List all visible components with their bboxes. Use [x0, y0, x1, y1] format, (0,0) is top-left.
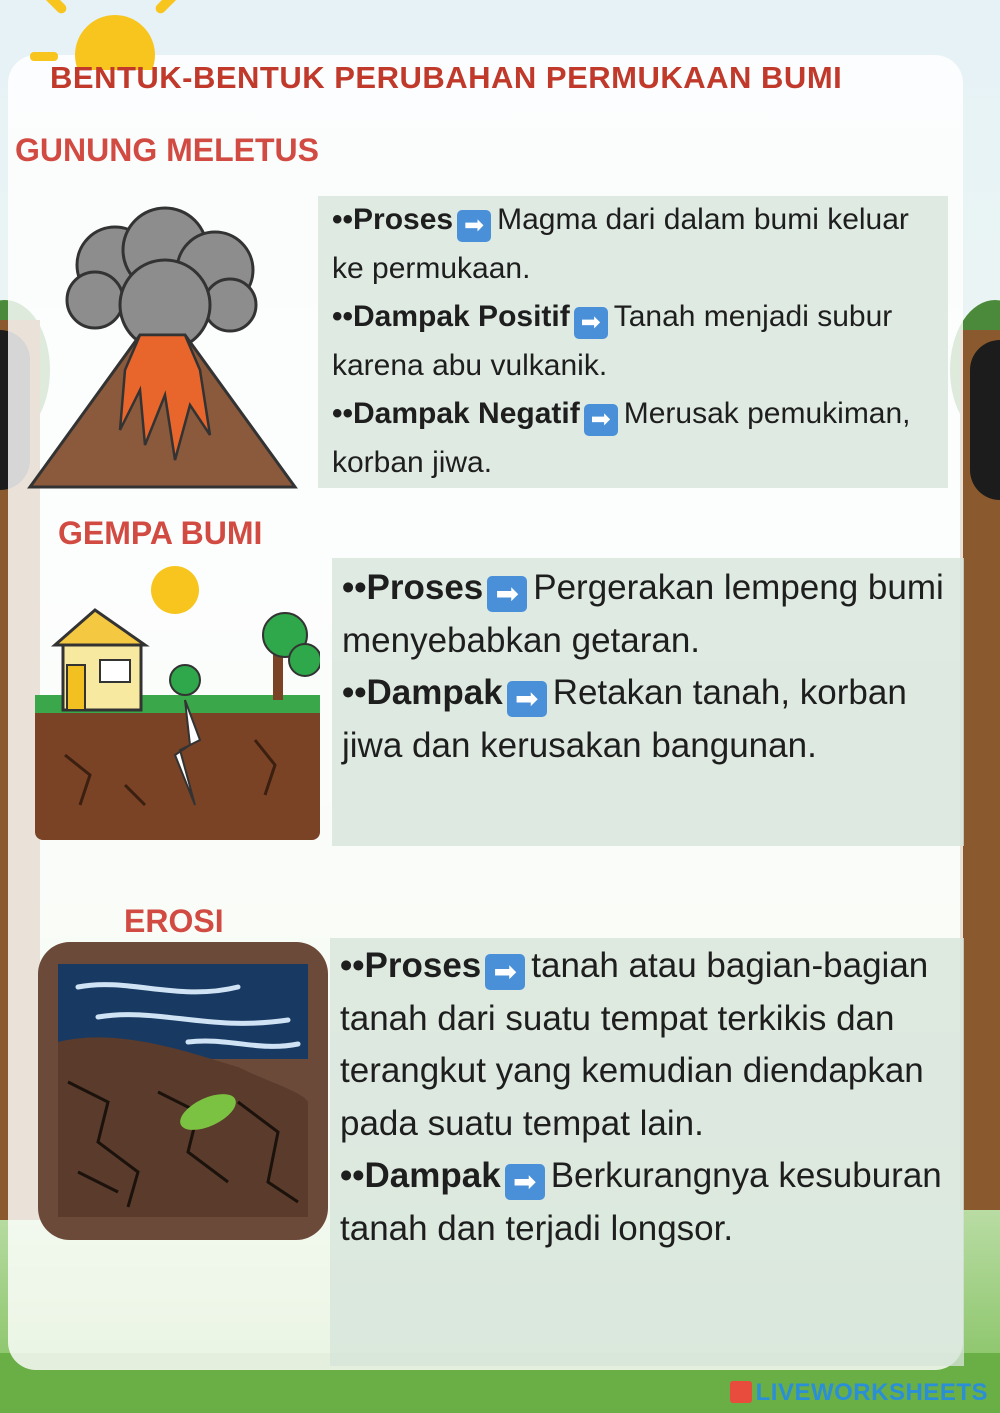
list-item: [332, 293, 938, 390]
item-text: Merusak pemukiman, korban jiwa.: [332, 397, 911, 479]
list-item: [340, 1150, 954, 1255]
volcano-icon: [25, 205, 300, 490]
logo-text: LIVEWORKSHEETS: [755, 1379, 988, 1406]
item-label: ••Dampak: [342, 673, 503, 712]
list-item: [342, 562, 954, 667]
arrow-right-icon: ➡: [505, 1164, 545, 1200]
gempa-bumi-textbox: [332, 558, 964, 846]
page-title: BENTUK-BENTUK PERUBAHAN PERMUKAAN BUMI: [50, 60, 843, 95]
tree-shadow-right: [970, 340, 1000, 500]
heading-gunung-meletus: GUNUNG MELETUS: [15, 132, 319, 168]
list-item: [332, 196, 938, 293]
arrow-right-icon: ➡: [485, 954, 525, 990]
item-text: Tanah menjadi subur karena abu vulkanik.: [332, 300, 893, 382]
arrow-right-icon: ➡: [487, 576, 527, 612]
item-label: ••Dampak Negatif: [332, 397, 580, 430]
item-text: Retakan tanah, korban jiwa dan kerusakan bangunan.: [342, 673, 907, 765]
gunung-meletus-textbox: [318, 196, 948, 488]
arrow-right-icon: ➡: [457, 210, 491, 242]
list-item: [340, 940, 954, 1150]
arrow-right-icon: ➡: [574, 307, 608, 339]
item-label: ••Proses: [342, 568, 484, 607]
logo-mark-icon: [730, 1381, 752, 1403]
item-label: ••Dampak: [340, 1156, 501, 1195]
arrow-right-icon: ➡: [507, 681, 547, 717]
liveworksheets-logo: [730, 1379, 988, 1407]
earthquake-icon: [35, 565, 320, 840]
item-label: ••Proses: [332, 203, 454, 236]
heading-gempa-bumi: GEMPA BUMI: [58, 515, 263, 551]
item-label: ••Dampak Positif: [332, 300, 570, 333]
erosi-textbox: [330, 938, 964, 1366]
item-text: Berkurangnya kesuburan tanah dan terjadi longsor.: [340, 1156, 942, 1248]
item-text: Pergerakan lempeng bumi menyebabkan getaran.: [342, 568, 944, 660]
list-item: [332, 390, 938, 487]
erosion-icon: [38, 942, 328, 1240]
item-text: Magma dari dalam bumi keluar ke permukaan.: [332, 203, 909, 285]
heading-erosi: EROSI: [124, 903, 224, 939]
list-item: [342, 667, 954, 772]
arrow-right-icon: ➡: [584, 404, 618, 436]
item-text: tanah atau bagian-bagian tanah dari suatu tempat terkikis dan terangkut yang kemudian diendapkan pada suatu tempat lain.: [340, 946, 929, 1143]
item-label: ••Proses: [340, 946, 482, 985]
